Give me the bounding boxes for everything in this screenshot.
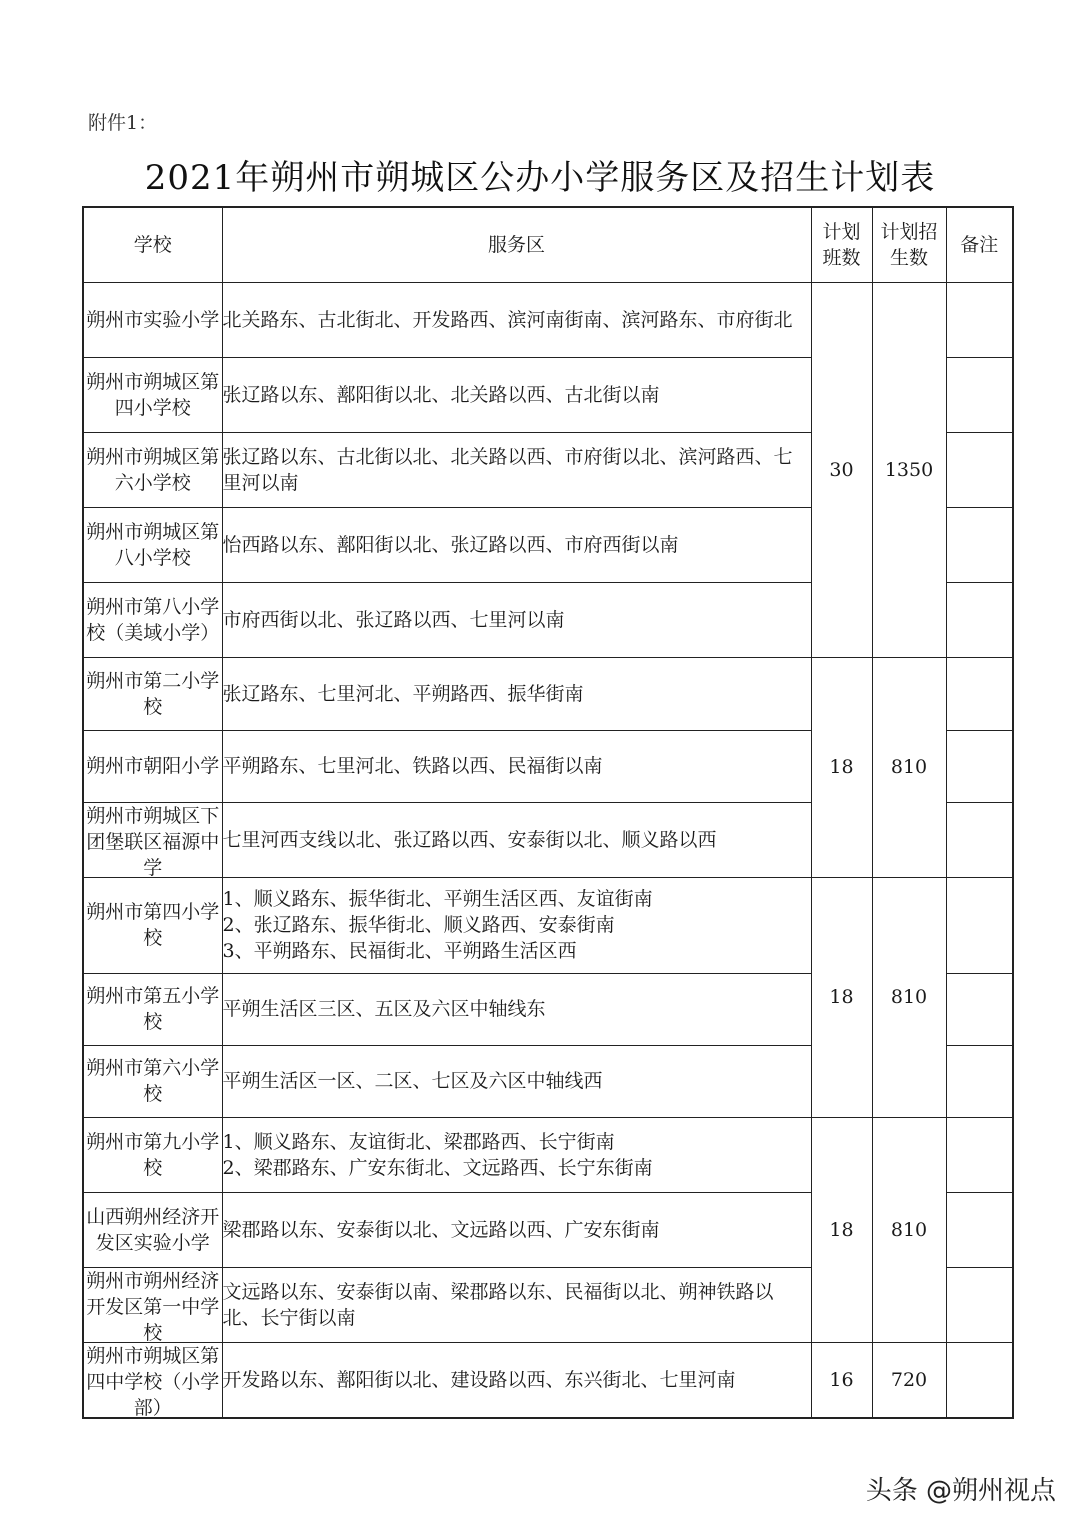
table-row <box>83 1342 1013 1418</box>
enrollment-plan-table <box>82 206 1014 1419</box>
school-cell: 朔州市朔州经济开发区第一中学校 <box>83 1267 222 1342</box>
service-area-cell: 七里河西支线以北、张辽路以西、安泰街以北、顺义路以西 <box>222 802 811 877</box>
table-row <box>83 282 1013 357</box>
service-area-cell: 张辽路以东、鄯阳街以北、北关路以西、古北街以南 <box>222 357 811 432</box>
service-area-cell: 文远路以东、安泰街以南、梁郡路以东、民福街以北、朔神铁路以北、长宁街以南 <box>222 1267 811 1342</box>
remarks-cell <box>946 357 1013 432</box>
school-cell: 朔州市实验小学 <box>83 282 222 357</box>
table-header-row <box>83 207 1013 282</box>
service-area-cell: 1、顺义路东、振华街北、平朔生活区西、友谊街南 2、张辽路东、振华街北、顺义路西、安泰街南 3、平朔路东、民福街北、平朔路生活区西 <box>222 877 811 973</box>
remarks-cell <box>946 1045 1013 1117</box>
header-remarks: 备注 <box>946 207 1013 282</box>
remarks-cell <box>946 1342 1013 1418</box>
school-cell: 朔州市第八小学校（美域小学） <box>83 582 222 657</box>
service-area-cell: 怡西路以东、鄯阳街以北、张辽路以西、市府西街以南 <box>222 507 811 582</box>
planned-enrollment-cell: 720 <box>872 1342 946 1418</box>
service-area-cell: 1、顺义路东、友谊街北、梁郡路西、长宁街南 2、梁郡路东、广安东街北、文远路西、长宁东街南 <box>222 1117 811 1192</box>
remarks-cell <box>946 1192 1013 1267</box>
header-planned-enrollment: 计划招 生数 <box>872 207 946 282</box>
service-area-cell: 张辽路东、七里河北、平朔路西、振华街南 <box>222 657 811 730</box>
service-area-cell: 北关路东、古北街北、开发路西、滨河南街南、滨河路东、市府街北 <box>222 282 811 357</box>
page-title: 2021年朔州市朔城区公办小学服务区及招生计划表 <box>144 158 936 198</box>
planned-enrollment-cell: 1350 <box>872 282 946 657</box>
service-area-cell: 平朔生活区一区、二区、七区及六区中轴线西 <box>222 1045 811 1117</box>
school-cell: 朔州市朔城区第四小学校 <box>83 357 222 432</box>
remarks-cell <box>946 1267 1013 1342</box>
remarks-cell <box>946 877 1013 973</box>
school-cell: 朔州市第四小学校 <box>83 877 222 973</box>
table-row <box>83 1117 1013 1192</box>
remarks-cell <box>946 282 1013 357</box>
school-cell: 朔州市第六小学校 <box>83 1045 222 1117</box>
planned-enrollment-cell: 810 <box>872 877 946 1117</box>
service-area-cell: 梁郡路以东、安泰街以北、文远路以西、广安东街南 <box>222 1192 811 1267</box>
school-cell: 朔州市朔城区第六小学校 <box>83 432 222 507</box>
service-area-cell: 平朔生活区三区、五区及六区中轴线东 <box>222 973 811 1045</box>
header-school: 学校 <box>83 207 222 282</box>
school-cell: 朔州市第二小学校 <box>83 657 222 730</box>
remarks-cell <box>946 730 1013 802</box>
table-row <box>83 657 1013 730</box>
attachment-label: 附件1： <box>88 112 158 134</box>
service-area-cell: 市府西街以北、张辽路以西、七里河以南 <box>222 582 811 657</box>
table-row <box>83 877 1013 973</box>
service-area-cell: 开发路以东、鄯阳街以北、建设路以西、东兴街北、七里河南 <box>222 1342 811 1418</box>
remarks-cell <box>946 802 1013 877</box>
remarks-cell <box>946 1117 1013 1192</box>
remarks-cell <box>946 657 1013 730</box>
service-area-cell: 张辽路以东、古北街以北、北关路以西、市府街以北、滨河路西、七里河以南 <box>222 432 811 507</box>
school-cell: 朔州市第五小学校 <box>83 973 222 1045</box>
school-cell: 朔州市朔城区第四中学校（小学部） <box>83 1342 222 1418</box>
planned-enrollment-cell: 810 <box>872 1117 946 1342</box>
school-cell: 朔州市第九小学校 <box>83 1117 222 1192</box>
school-cell: 朔州市朔城区第八小学校 <box>83 507 222 582</box>
planned-classes-cell: 16 <box>811 1342 872 1418</box>
service-area-cell: 平朔路东、七里河北、铁路以西、民福街以南 <box>222 730 811 802</box>
remarks-cell <box>946 973 1013 1045</box>
school-cell: 山西朔州经济开发区实验小学 <box>83 1192 222 1267</box>
watermark: 头条 @朔州视点 <box>865 1476 1056 1506</box>
header-service-area: 服务区 <box>222 207 811 282</box>
planned-enrollment-cell: 810 <box>872 657 946 877</box>
remarks-cell <box>946 432 1013 507</box>
header-planned-classes: 计划 班数 <box>811 207 872 282</box>
planned-classes-cell: 18 <box>811 1117 872 1342</box>
remarks-cell <box>946 582 1013 657</box>
planned-classes-cell: 18 <box>811 657 872 877</box>
school-cell: 朔州市朔城区下团堡联区福源中学 <box>83 802 222 877</box>
school-cell: 朔州市朝阳小学 <box>83 730 222 802</box>
planned-classes-cell: 30 <box>811 282 872 657</box>
planned-classes-cell: 18 <box>811 877 872 1117</box>
remarks-cell <box>946 507 1013 582</box>
